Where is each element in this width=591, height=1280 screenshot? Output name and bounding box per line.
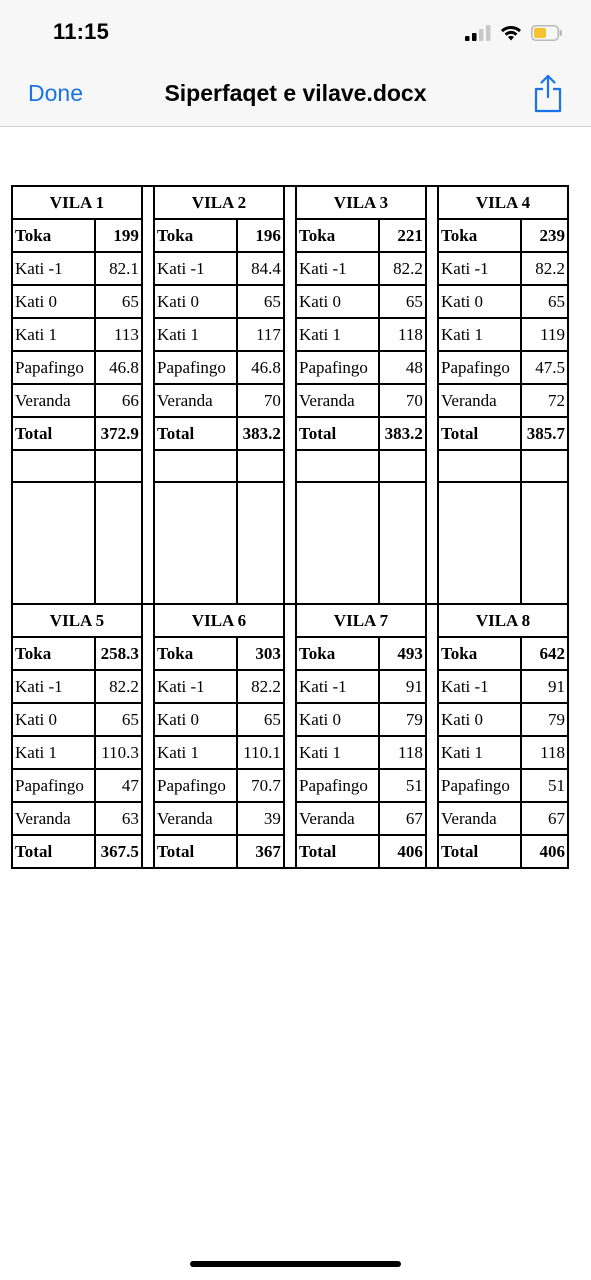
row-label: Kati -1 [296,252,379,285]
row-label: Kati 1 [154,736,237,769]
row-label: Kati -1 [154,252,237,285]
column-separator [284,318,296,351]
row-value: 258.3 [95,637,142,670]
row-label: Toka [154,637,237,670]
column-separator [426,482,438,604]
row-value: 39 [237,802,284,835]
row-label: Kati 0 [154,285,237,318]
column-separator [142,219,154,252]
column-separator [284,450,296,482]
row-value: 51 [521,769,568,802]
villa-area-table [11,185,569,869]
empty-cell [154,450,237,482]
row-value: 493 [379,637,426,670]
column-separator [426,703,438,736]
row-label: Kati -1 [438,670,521,703]
empty-cell [379,450,426,482]
row-value: 65 [521,285,568,318]
villa-name: VILA 7 [296,604,426,637]
row-label: Papafingo [12,351,95,384]
done-button[interactable]: Done [28,80,83,106]
table-row [12,835,568,868]
row-label: Papafingo [296,351,379,384]
column-separator [284,351,296,384]
empty-cell [154,482,237,604]
column-separator [426,285,438,318]
column-separator [142,186,154,219]
column-separator [426,219,438,252]
row-label: Papafingo [12,769,95,802]
row-value: 65 [95,285,142,318]
battery-icon [531,25,563,41]
table-row [12,736,568,769]
status-bar [0,0,591,60]
row-value: 385.7 [521,417,568,450]
row-label: Papafingo [154,769,237,802]
row-value: 51 [379,769,426,802]
column-separator [142,417,154,450]
column-separator [284,417,296,450]
empty-cell [438,450,521,482]
table-row [12,318,568,351]
column-separator [142,351,154,384]
row-label: Toka [12,637,95,670]
row-value: 72 [521,384,568,417]
row-value: 63 [95,802,142,835]
column-separator [426,384,438,417]
row-value: 46.8 [237,351,284,384]
row-label: Total [12,417,95,450]
villa-header-row [12,604,568,637]
empty-cell [95,482,142,604]
column-separator [426,736,438,769]
row-label: Kati 0 [296,703,379,736]
column-separator [426,637,438,670]
row-value: 82.2 [237,670,284,703]
row-label: Total [296,835,379,868]
column-separator [142,670,154,703]
empty-cell [521,482,568,604]
row-value: 82.2 [521,252,568,285]
row-value: 65 [237,285,284,318]
nav-bar [0,60,591,127]
row-value: 383.2 [237,417,284,450]
row-value: 84.4 [237,252,284,285]
column-separator [142,285,154,318]
row-value: 303 [237,637,284,670]
column-separator [426,802,438,835]
row-value: 110.3 [95,736,142,769]
row-value: 67 [379,802,426,835]
column-separator [426,769,438,802]
row-value: 113 [95,318,142,351]
row-label: Total [438,417,521,450]
column-separator [142,450,154,482]
row-label: Total [438,835,521,868]
row-label: Papafingo [296,769,379,802]
column-separator [426,252,438,285]
row-value: 118 [379,318,426,351]
row-value: 48 [379,351,426,384]
row-value: 82.2 [379,252,426,285]
row-label: Toka [438,219,521,252]
table-row [12,802,568,835]
column-separator [142,252,154,285]
row-value: 118 [521,736,568,769]
row-value: 367 [237,835,284,868]
row-label: Toka [12,219,95,252]
column-separator [284,802,296,835]
empty-cell [379,482,426,604]
row-label: Veranda [12,384,95,417]
row-label: Kati 1 [154,318,237,351]
document-view[interactable] [0,127,591,1247]
column-separator [142,769,154,802]
row-value: 47.5 [521,351,568,384]
row-label: Papafingo [438,351,521,384]
row-label: Veranda [154,384,237,417]
empty-cell [12,450,95,482]
row-label: Kati -1 [12,670,95,703]
row-value: 70 [237,384,284,417]
row-label: Toka [296,637,379,670]
villa-name: VILA 5 [12,604,142,637]
column-separator [284,736,296,769]
column-separator [142,736,154,769]
column-separator [426,186,438,219]
row-label: Total [296,417,379,450]
column-separator [426,835,438,868]
row-value: 196 [237,219,284,252]
document-title: Siperfaqet e vilave.docx [164,80,427,106]
row-value: 117 [237,318,284,351]
row-label: Kati -1 [296,670,379,703]
row-label: Kati 0 [12,285,95,318]
row-label: Kati 0 [12,703,95,736]
column-separator [284,285,296,318]
table-row [12,637,568,670]
row-label: Veranda [12,802,95,835]
villa-name: VILA 4 [438,186,568,219]
row-label: Toka [438,637,521,670]
row-label: Kati 0 [438,703,521,736]
table-row [12,285,568,318]
row-value: 65 [379,285,426,318]
column-separator [426,417,438,450]
row-value: 91 [521,670,568,703]
row-label: Veranda [296,802,379,835]
table-row [12,351,568,384]
row-value: 70.7 [237,769,284,802]
empty-cell [237,482,284,604]
column-separator [142,318,154,351]
row-label: Kati 0 [296,285,379,318]
column-separator [284,604,296,637]
row-label: Kati 1 [296,318,379,351]
table-row [12,769,568,802]
row-value: 65 [237,703,284,736]
table-row [12,219,568,252]
row-label: Total [12,835,95,868]
column-separator [284,252,296,285]
column-separator [426,318,438,351]
empty-cell [296,450,379,482]
empty-row [12,482,568,604]
column-separator [284,835,296,868]
row-value: 79 [521,703,568,736]
row-value: 406 [379,835,426,868]
row-label: Kati -1 [438,252,521,285]
column-separator [284,384,296,417]
column-separator [142,703,154,736]
column-separator [284,219,296,252]
villa-name: VILA 1 [12,186,142,219]
column-separator [284,637,296,670]
share-icon[interactable] [533,73,563,113]
column-separator [284,703,296,736]
row-value: 372.9 [95,417,142,450]
row-value: 118 [379,736,426,769]
column-separator [142,637,154,670]
row-label: Veranda [438,802,521,835]
row-value: 239 [521,219,568,252]
row-value: 65 [95,703,142,736]
column-separator [142,384,154,417]
row-label: Papafingo [438,769,521,802]
villa-header-row [12,186,568,219]
row-value: 67 [521,802,568,835]
row-value: 383.2 [379,417,426,450]
row-label: Kati -1 [154,670,237,703]
column-separator [426,351,438,384]
villa-name: VILA 3 [296,186,426,219]
row-label: Veranda [296,384,379,417]
column-separator [284,670,296,703]
empty-cell [95,450,142,482]
row-value: 642 [521,637,568,670]
table-row [12,252,568,285]
villa-name: VILA 6 [154,604,284,637]
row-value: 91 [379,670,426,703]
column-separator [426,604,438,637]
empty-cell [296,482,379,604]
row-label: Kati 1 [438,318,521,351]
row-label: Kati 1 [296,736,379,769]
row-label: Kati -1 [12,252,95,285]
row-label: Veranda [438,384,521,417]
table-row [12,417,568,450]
column-separator [426,450,438,482]
home-indicator [190,1261,401,1267]
empty-row [12,450,568,482]
column-separator [142,835,154,868]
empty-cell [521,450,568,482]
row-value: 70 [379,384,426,417]
row-value: 406 [521,835,568,868]
column-separator [284,186,296,219]
row-value: 79 [379,703,426,736]
cellular-signal-icon [465,25,491,41]
row-value: 47 [95,769,142,802]
row-label: Toka [154,219,237,252]
status-time: 11:15 [53,19,110,44]
row-label: Kati 0 [154,703,237,736]
row-label: Kati 1 [438,736,521,769]
row-label: Kati 1 [12,736,95,769]
battery-fill [534,28,546,38]
empty-cell [12,482,95,604]
row-value: 66 [95,384,142,417]
row-value: 119 [521,318,568,351]
table-row [12,670,568,703]
row-label: Total [154,835,237,868]
row-label: Total [154,417,237,450]
row-label: Kati 1 [12,318,95,351]
column-separator [142,482,154,604]
column-separator [142,802,154,835]
row-label: Kati 0 [438,285,521,318]
column-separator [142,604,154,637]
wifi-icon [500,25,522,41]
row-value: 82.1 [95,252,142,285]
row-value: 199 [95,219,142,252]
status-icons [465,22,563,44]
row-value: 221 [379,219,426,252]
row-value: 46.8 [95,351,142,384]
villa-name: VILA 8 [438,604,568,637]
column-separator [426,670,438,703]
row-label: Toka [296,219,379,252]
row-label: Papafingo [154,351,237,384]
row-label: Veranda [154,802,237,835]
column-separator [284,482,296,604]
row-value: 367.5 [95,835,142,868]
table-row [12,703,568,736]
empty-cell [438,482,521,604]
row-value: 110.1 [237,736,284,769]
empty-cell [237,450,284,482]
table-row [12,384,568,417]
villa-name: VILA 2 [154,186,284,219]
column-separator [284,769,296,802]
row-value: 82.2 [95,670,142,703]
